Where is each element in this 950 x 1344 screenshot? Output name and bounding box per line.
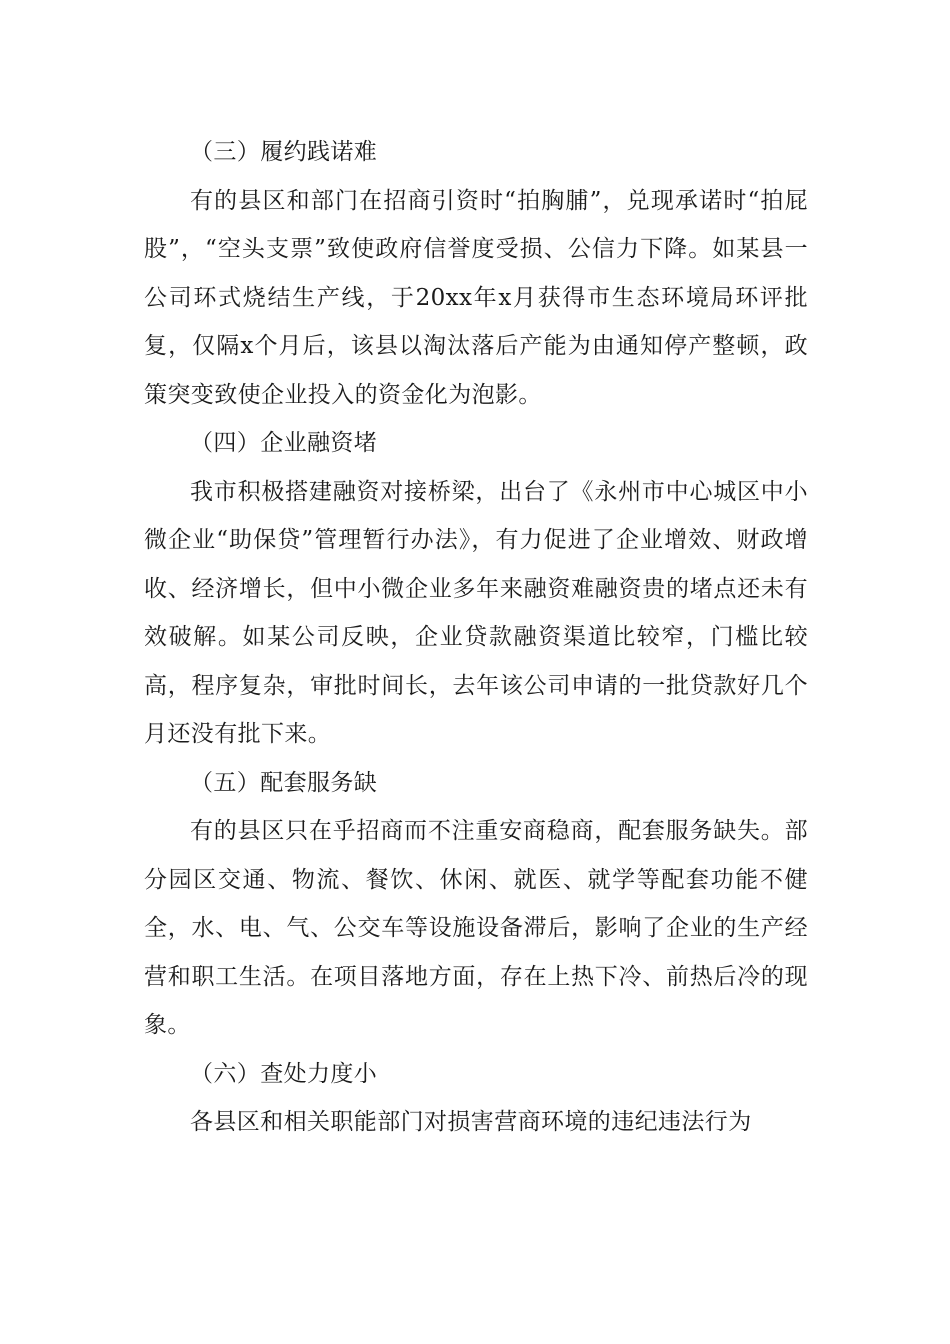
section-heading-3: （三）履约践诺难 [190,139,378,165]
document-body [144,128,808,1147]
section-paragraph-5: 有的县区只在乎招商而不注重安商稳商，配套服务缺失。部分园区交通、物流、餐饮、休闲、就医、就学等配套功能不健全，水、电、气、公交车等设施设备滞后，影响了企业的生产经营和职工生活。在项目落地方面，存在上热下冷、前热后冷的现象。 [144,818,808,1038]
section-heading-6: （六）查处力度小 [190,1060,378,1087]
section-paragraph-4: 我市积极搭建融资对接桥梁，出台了《永州市中心城区中小微企业“助保贷”管理暂行办法》，有力促进了企业增效、财政增收、经济增长，但中小微企业多年来融资难融资贵的堵点还未有效破解。如某公司反映，企业贷款融资渠道比较窄，门槛比较高，程序复杂，审批时间长，去年该公司申请的一批贷款好几个月还没有批下来。 [144,478,808,747]
section-heading-5: （五）配套服务缺 [190,769,378,796]
section-heading-4: （四）企业融资堵 [190,430,378,456]
section-paragraph-3: 有的县区和部门在招商引资时“拍胸脯”，兑现承诺时“拍屁股”，“空头支票”致使政府信誉度受损、公信力下降。如某县一公司环式烧结生产线，于20xx年x月获得市生态环境局环评批复，仅隔x个月后，该县以淘汰落后产能为由通知停产整顿，政策突变致使企业投入的资金化为泡影。 [144,187,808,408]
section-paragraph-6: 各县区和相关职能部门对损害营商环境的违纪违法行为 [190,1109,752,1135]
